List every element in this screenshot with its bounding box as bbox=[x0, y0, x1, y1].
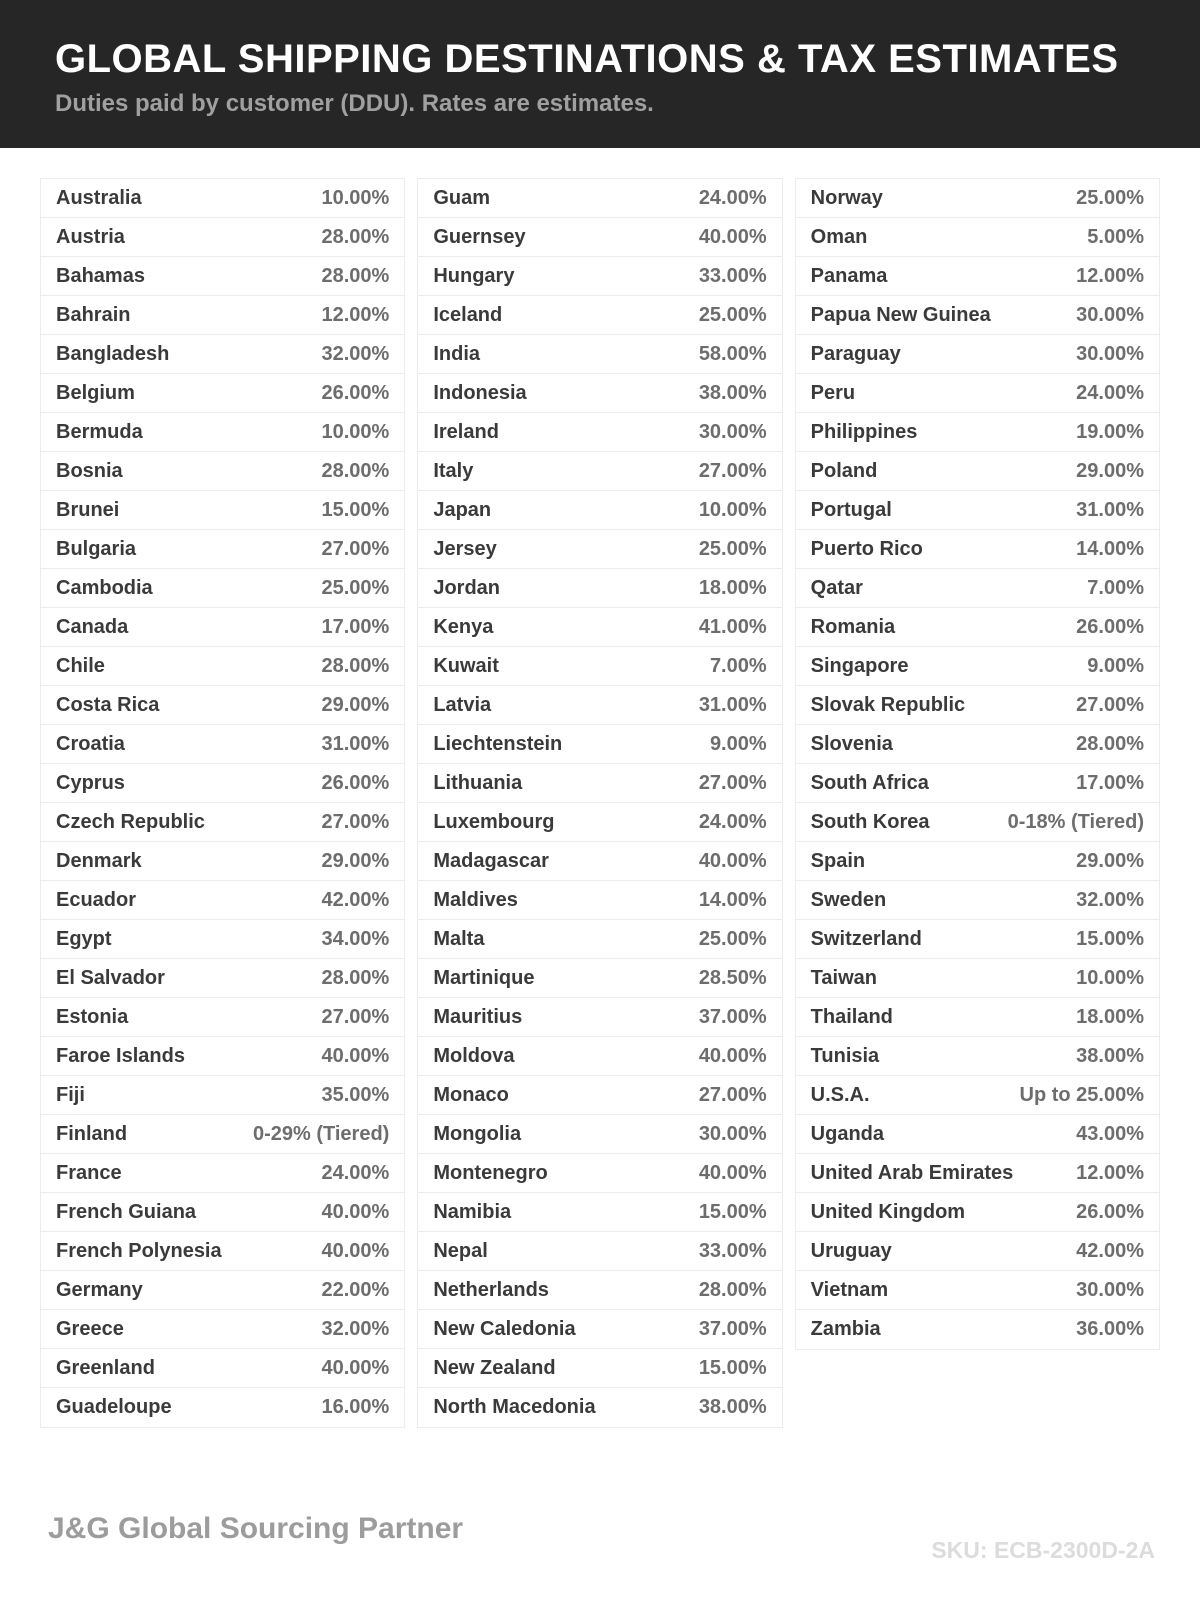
tax-rate: 25.00% bbox=[1076, 186, 1144, 209]
tax-rate: 5.00% bbox=[1087, 225, 1144, 248]
table-row bbox=[418, 530, 781, 569]
page-subtitle: Duties paid by customer (DDU). Rates are estimates. bbox=[55, 90, 654, 117]
country-name: Greece bbox=[56, 1317, 124, 1340]
tax-rate: 40.00% bbox=[698, 849, 767, 872]
country-name: Spain bbox=[810, 849, 866, 872]
table-row bbox=[41, 920, 404, 959]
table-row bbox=[418, 1037, 781, 1076]
page-header bbox=[0, 0, 1200, 148]
tax-rate: 15.00% bbox=[698, 1356, 767, 1379]
table-row bbox=[418, 764, 781, 803]
tax-rate: 10.00% bbox=[321, 420, 390, 443]
country-name: Canada bbox=[56, 615, 129, 638]
country-name: French Guiana bbox=[56, 1200, 197, 1223]
country-name: Uruguay bbox=[810, 1239, 892, 1262]
country-name: Portugal bbox=[810, 498, 892, 521]
country-name: Zambia bbox=[810, 1318, 881, 1340]
country-name: Denmark bbox=[56, 849, 142, 872]
country-name: Malta bbox=[433, 927, 485, 950]
table-row bbox=[41, 842, 404, 881]
country-name: Jersey bbox=[433, 537, 497, 560]
table-row bbox=[418, 413, 781, 452]
table-row bbox=[41, 179, 404, 218]
country-name: U.S.A. bbox=[810, 1083, 870, 1106]
table-row bbox=[41, 608, 404, 647]
country-name: Puerto Rico bbox=[810, 537, 923, 560]
table-row bbox=[418, 218, 781, 257]
table-row bbox=[418, 296, 781, 335]
tax-rate: 15.00% bbox=[321, 498, 390, 521]
tax-rate: 33.00% bbox=[698, 264, 767, 287]
tax-rate: 14.00% bbox=[1076, 537, 1144, 560]
country-name: Bahrain bbox=[56, 303, 131, 326]
country-name: Latvia bbox=[433, 693, 492, 716]
tax-rate: 42.00% bbox=[1076, 1239, 1144, 1262]
table-row bbox=[796, 569, 1159, 608]
table-row bbox=[41, 335, 404, 374]
table-row bbox=[418, 179, 781, 218]
tax-rate: 27.00% bbox=[698, 771, 767, 794]
table-row bbox=[41, 764, 404, 803]
table-row bbox=[41, 1349, 404, 1388]
table-row bbox=[41, 1193, 404, 1232]
tax-rate: 37.00% bbox=[698, 1317, 767, 1340]
country-name: Qatar bbox=[810, 576, 863, 599]
country-name: France bbox=[56, 1161, 122, 1184]
tax-rate: 0-18% (Tiered) bbox=[1007, 810, 1144, 833]
tax-rate: 30.00% bbox=[1076, 1278, 1144, 1301]
tax-rate: 7.00% bbox=[709, 654, 767, 677]
table-row bbox=[41, 803, 404, 842]
tax-rate: 30.00% bbox=[1076, 303, 1144, 326]
tax-rate: 26.00% bbox=[321, 771, 390, 794]
table-row bbox=[796, 1310, 1159, 1349]
country-name: Taiwan bbox=[810, 966, 877, 989]
country-name: Guernsey bbox=[433, 225, 526, 248]
table-row bbox=[41, 881, 404, 920]
tax-rate: 37.00% bbox=[698, 1005, 767, 1028]
tax-rate: 14.00% bbox=[698, 888, 767, 911]
table-row bbox=[796, 881, 1159, 920]
country-name: Guam bbox=[433, 186, 491, 209]
tax-rate: 27.00% bbox=[321, 537, 390, 560]
table-row bbox=[418, 1076, 781, 1115]
sku-label: SKU: ECB-2300D-2A bbox=[931, 1537, 1155, 1563]
tax-rate: 12.00% bbox=[321, 303, 390, 326]
country-name: Monaco bbox=[433, 1083, 509, 1106]
tax-rate: 27.00% bbox=[698, 1083, 767, 1106]
country-name: Ireland bbox=[433, 420, 499, 443]
tax-rate: 24.00% bbox=[321, 1161, 390, 1184]
table-row bbox=[418, 452, 781, 491]
country-name: Cyprus bbox=[56, 771, 125, 794]
country-name: Luxembourg bbox=[433, 810, 555, 833]
country-name: Costa Rica bbox=[56, 693, 160, 716]
country-name: South Korea bbox=[810, 810, 930, 833]
country-name: Bulgaria bbox=[56, 537, 137, 560]
tax-rate: 58.00% bbox=[698, 342, 767, 365]
country-name: Czech Republic bbox=[56, 810, 205, 833]
country-name: Singapore bbox=[810, 654, 909, 677]
table-row bbox=[796, 725, 1159, 764]
table-row bbox=[796, 530, 1159, 569]
table-row bbox=[418, 374, 781, 413]
country-name: Bangladesh bbox=[56, 342, 170, 365]
tax-rate: 28.50% bbox=[698, 966, 767, 989]
tax-rate: 27.00% bbox=[321, 1005, 390, 1028]
country-name: United Arab Emirates bbox=[810, 1161, 1014, 1184]
tax-rate: 17.00% bbox=[321, 615, 390, 638]
country-name: Nepal bbox=[433, 1239, 488, 1262]
tax-rate: 25.00% bbox=[698, 303, 767, 326]
country-name: Croatia bbox=[56, 732, 125, 755]
table-row bbox=[796, 452, 1159, 491]
tax-rate: 28.00% bbox=[1076, 732, 1144, 755]
country-name: Egypt bbox=[56, 927, 112, 950]
country-name: United Kingdom bbox=[810, 1200, 966, 1223]
table-row bbox=[796, 296, 1159, 335]
table-row bbox=[41, 1388, 404, 1427]
country-name: Chile bbox=[56, 654, 105, 677]
tax-rate: 26.00% bbox=[1076, 1200, 1144, 1223]
table-row bbox=[418, 1193, 781, 1232]
country-name: Lithuania bbox=[433, 771, 523, 794]
table-row bbox=[796, 257, 1159, 296]
tax-rate: 15.00% bbox=[1076, 927, 1144, 950]
table-row bbox=[796, 1154, 1159, 1193]
table-row bbox=[796, 608, 1159, 647]
table-row bbox=[418, 1115, 781, 1154]
country-name: Bosnia bbox=[56, 459, 123, 482]
tax-rate: 28.00% bbox=[321, 459, 390, 482]
country-name: Poland bbox=[810, 459, 878, 482]
country-name: Guadeloupe bbox=[56, 1396, 172, 1418]
country-name: Netherlands bbox=[433, 1278, 549, 1301]
tax-rate: 15.00% bbox=[698, 1200, 767, 1223]
country-name: Mauritius bbox=[433, 1005, 523, 1028]
table-row bbox=[41, 1310, 404, 1349]
table-row bbox=[418, 491, 781, 530]
tax-rate: 24.00% bbox=[1076, 381, 1144, 404]
table-row bbox=[41, 257, 404, 296]
country-name: Thailand bbox=[810, 1005, 893, 1028]
tax-rate: 29.00% bbox=[321, 849, 390, 872]
tax-rate: 32.00% bbox=[1076, 888, 1144, 911]
table-row bbox=[796, 179, 1159, 218]
tax-rate: 24.00% bbox=[698, 186, 767, 209]
tax-rate: 40.00% bbox=[698, 1161, 767, 1184]
tax-rate: 31.00% bbox=[698, 693, 767, 716]
tax-rate: 18.00% bbox=[698, 576, 767, 599]
country-name: Romania bbox=[810, 615, 896, 638]
tax-rate: 31.00% bbox=[321, 732, 390, 755]
tax-rate: 28.00% bbox=[698, 1278, 767, 1301]
country-name: Germany bbox=[56, 1278, 143, 1301]
table-row bbox=[796, 998, 1159, 1037]
country-name: Fiji bbox=[56, 1083, 85, 1106]
tax-rate: 33.00% bbox=[698, 1239, 767, 1262]
country-name: Paraguay bbox=[810, 342, 901, 365]
table-row bbox=[796, 1193, 1159, 1232]
tax-rate: 12.00% bbox=[1076, 1161, 1144, 1184]
table-row bbox=[796, 374, 1159, 413]
tax-rate: 7.00% bbox=[1087, 576, 1144, 599]
table-row bbox=[41, 686, 404, 725]
tax-rate: 35.00% bbox=[321, 1083, 390, 1106]
tax-rate: 29.00% bbox=[321, 693, 390, 716]
table-row bbox=[796, 1076, 1159, 1115]
tax-rate: 41.00% bbox=[698, 615, 767, 638]
tax-rate: 19.00% bbox=[1076, 420, 1144, 443]
rates-table bbox=[40, 178, 1160, 1428]
tax-rate: 27.00% bbox=[1076, 693, 1144, 716]
tax-rate: 38.00% bbox=[1076, 1044, 1144, 1067]
table-row bbox=[41, 959, 404, 998]
tax-rate: 9.00% bbox=[1087, 654, 1144, 677]
tax-rate: 32.00% bbox=[321, 342, 390, 365]
tax-rate: 10.00% bbox=[698, 498, 767, 521]
table-row bbox=[41, 1076, 404, 1115]
country-name: New Caledonia bbox=[433, 1317, 576, 1340]
table-row bbox=[41, 1232, 404, 1271]
table-row bbox=[418, 1232, 781, 1271]
tax-rate: 17.00% bbox=[1076, 771, 1144, 794]
country-name: Slovak Republic bbox=[810, 693, 966, 716]
country-name: Bahamas bbox=[56, 264, 145, 287]
country-name: Kenya bbox=[433, 615, 494, 638]
country-name: New Zealand bbox=[433, 1356, 556, 1379]
rate-table-column bbox=[40, 178, 405, 1428]
rate-table-column bbox=[417, 178, 782, 1428]
country-name: Philippines bbox=[810, 420, 918, 443]
country-name: Maldives bbox=[433, 888, 518, 911]
country-name: Switzerland bbox=[810, 927, 922, 950]
country-name: Hungary bbox=[433, 264, 515, 287]
tax-rate: 29.00% bbox=[1076, 849, 1144, 872]
country-name: Bermuda bbox=[56, 420, 143, 443]
country-name: Estonia bbox=[56, 1005, 129, 1028]
table-row bbox=[418, 647, 781, 686]
tax-rate: 9.00% bbox=[709, 732, 767, 755]
tax-rate: 25.00% bbox=[698, 537, 767, 560]
country-name: Italy bbox=[433, 459, 474, 482]
tax-rate: 32.00% bbox=[321, 1317, 390, 1340]
country-name: Montenegro bbox=[433, 1161, 548, 1184]
tax-rate: 36.00% bbox=[1076, 1318, 1144, 1340]
table-row bbox=[796, 959, 1159, 998]
table-row bbox=[796, 335, 1159, 374]
table-row bbox=[796, 647, 1159, 686]
table-row bbox=[796, 491, 1159, 530]
country-name: Indonesia bbox=[433, 381, 527, 404]
country-name: Oman bbox=[810, 225, 868, 248]
country-name: Cambodia bbox=[56, 576, 153, 599]
tax-rate: 40.00% bbox=[698, 1044, 767, 1067]
table-row bbox=[418, 1154, 781, 1193]
country-name: Kuwait bbox=[433, 654, 499, 677]
tax-rate: 38.00% bbox=[698, 381, 767, 404]
table-row bbox=[418, 842, 781, 881]
country-name: Madagascar bbox=[433, 849, 549, 872]
table-row bbox=[418, 959, 781, 998]
table-row bbox=[41, 1037, 404, 1076]
country-name: North Macedonia bbox=[433, 1396, 596, 1418]
country-name: Iceland bbox=[433, 303, 503, 326]
table-row bbox=[418, 1388, 781, 1427]
country-name: Tunisia bbox=[810, 1044, 880, 1067]
table-row bbox=[418, 257, 781, 296]
table-row bbox=[796, 413, 1159, 452]
tax-rate: 24.00% bbox=[698, 810, 767, 833]
table-row bbox=[41, 647, 404, 686]
table-row bbox=[418, 920, 781, 959]
table-row bbox=[418, 1349, 781, 1388]
table-row bbox=[41, 569, 404, 608]
table-row bbox=[41, 296, 404, 335]
tax-rate: 18.00% bbox=[1076, 1005, 1144, 1028]
tax-rate: 28.00% bbox=[321, 966, 390, 989]
table-row bbox=[41, 452, 404, 491]
table-row bbox=[418, 803, 781, 842]
tax-rate: 25.00% bbox=[321, 576, 390, 599]
page-title: GLOBAL SHIPPING DESTINATIONS & TAX ESTIMATES bbox=[55, 37, 1119, 81]
country-name: Peru bbox=[810, 381, 856, 404]
table-row bbox=[418, 569, 781, 608]
table-row bbox=[796, 1037, 1159, 1076]
table-row bbox=[418, 881, 781, 920]
tax-rate: 16.00% bbox=[321, 1396, 390, 1418]
country-name: Ecuador bbox=[56, 888, 137, 911]
table-row bbox=[796, 686, 1159, 725]
country-name: Sweden bbox=[810, 888, 887, 911]
country-name: French Polynesia bbox=[56, 1239, 222, 1262]
tax-rate: 27.00% bbox=[321, 810, 390, 833]
tax-rate: 30.00% bbox=[698, 1122, 767, 1145]
table-row bbox=[41, 530, 404, 569]
tax-rate: 10.00% bbox=[321, 186, 390, 209]
tax-rate: 42.00% bbox=[321, 888, 390, 911]
tax-rate: Up to 25.00% bbox=[1019, 1083, 1144, 1106]
country-name: Uganda bbox=[810, 1122, 884, 1145]
tax-rate: 28.00% bbox=[321, 654, 390, 677]
table-row bbox=[41, 1115, 404, 1154]
country-name: Japan bbox=[433, 498, 492, 521]
country-name: Papua New Guinea bbox=[810, 303, 991, 326]
table-row bbox=[41, 374, 404, 413]
tax-rate: 26.00% bbox=[321, 381, 390, 404]
country-name: Martinique bbox=[433, 966, 535, 989]
country-name: Greenland bbox=[56, 1356, 155, 1379]
tax-rate: 28.00% bbox=[321, 264, 390, 287]
tax-rate: 29.00% bbox=[1076, 459, 1144, 482]
country-name: Faroe Islands bbox=[56, 1044, 185, 1067]
country-name: Finland bbox=[56, 1122, 128, 1145]
table-row bbox=[41, 725, 404, 764]
tax-rate: 30.00% bbox=[698, 420, 767, 443]
country-name: El Salvador bbox=[56, 966, 165, 989]
tax-rate: 26.00% bbox=[1076, 615, 1144, 638]
table-row bbox=[796, 218, 1159, 257]
table-row bbox=[796, 764, 1159, 803]
table-row bbox=[418, 725, 781, 764]
country-name: Australia bbox=[56, 186, 142, 209]
tax-rate: 40.00% bbox=[321, 1239, 390, 1262]
tax-rate: 27.00% bbox=[698, 459, 767, 482]
tax-rate: 30.00% bbox=[1076, 342, 1144, 365]
tax-rate: 34.00% bbox=[321, 927, 390, 950]
table-row bbox=[796, 1271, 1159, 1310]
brand-footer-text: J&G Global Sourcing Partner bbox=[48, 1512, 464, 1545]
country-name: Liechtenstein bbox=[433, 732, 563, 755]
country-name: Vietnam bbox=[810, 1278, 889, 1301]
table-row bbox=[796, 1232, 1159, 1271]
country-name: Panama bbox=[810, 264, 888, 287]
country-name: South Africa bbox=[810, 771, 929, 794]
tax-rate: 22.00% bbox=[321, 1278, 390, 1301]
table-row bbox=[41, 1271, 404, 1310]
table-row bbox=[418, 1271, 781, 1310]
rate-table-column bbox=[795, 178, 1160, 1350]
country-name: Brunei bbox=[56, 498, 120, 521]
tax-rate: 31.00% bbox=[1076, 498, 1144, 521]
tax-rate: 25.00% bbox=[698, 927, 767, 950]
table-row bbox=[418, 998, 781, 1037]
tax-rate: 40.00% bbox=[321, 1044, 390, 1067]
tax-rate: 28.00% bbox=[321, 225, 390, 248]
country-name: Jordan bbox=[433, 576, 501, 599]
country-name: Moldova bbox=[433, 1044, 515, 1067]
table-row bbox=[41, 413, 404, 452]
table-row bbox=[418, 608, 781, 647]
tax-rate: 38.00% bbox=[698, 1396, 767, 1418]
table-row bbox=[796, 803, 1159, 842]
country-name: Mongolia bbox=[433, 1122, 522, 1145]
table-row bbox=[796, 1115, 1159, 1154]
country-name: Slovenia bbox=[810, 732, 893, 755]
table-row bbox=[41, 218, 404, 257]
tax-rate: 40.00% bbox=[698, 225, 767, 248]
country-name: Belgium bbox=[56, 381, 135, 404]
tax-rate: 40.00% bbox=[321, 1200, 390, 1223]
table-row bbox=[41, 998, 404, 1037]
country-name: India bbox=[433, 342, 480, 365]
table-row bbox=[418, 686, 781, 725]
table-row bbox=[796, 842, 1159, 881]
table-row bbox=[418, 1310, 781, 1349]
table-row bbox=[796, 920, 1159, 959]
table-row bbox=[41, 491, 404, 530]
tax-rate: 40.00% bbox=[321, 1356, 390, 1379]
country-name: Austria bbox=[56, 225, 125, 248]
tax-rate: 10.00% bbox=[1076, 966, 1144, 989]
country-name: Norway bbox=[810, 186, 883, 209]
tax-rate: 43.00% bbox=[1076, 1122, 1144, 1145]
table-row bbox=[41, 1154, 404, 1193]
table-row bbox=[418, 335, 781, 374]
tax-rate: 0-29% (Tiered) bbox=[252, 1122, 390, 1145]
country-name: Namibia bbox=[433, 1200, 512, 1223]
tax-rate: 12.00% bbox=[1076, 264, 1144, 287]
